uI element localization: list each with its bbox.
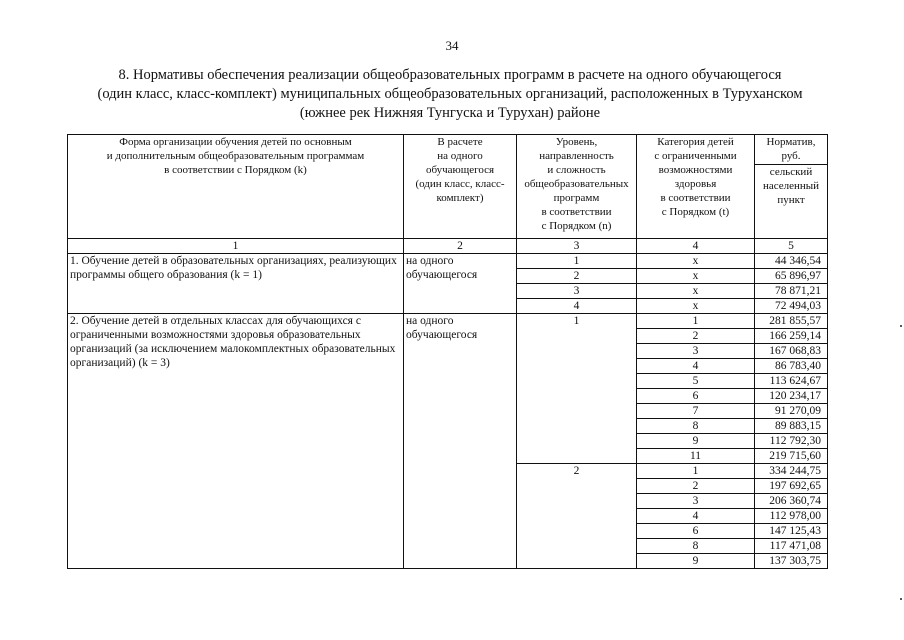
column-number: 4 xyxy=(637,239,755,254)
norm-value-cell: 167 068,83 xyxy=(755,344,828,359)
document-title xyxy=(60,66,840,123)
norm-value-cell: 72 494,03 xyxy=(755,299,828,314)
norm-value-cell: 86 783,40 xyxy=(755,359,828,374)
category-cell: 3 xyxy=(637,494,755,509)
level-cell: 1 xyxy=(517,314,637,464)
scan-speck xyxy=(900,325,902,327)
norm-value-cell: 78 871,21 xyxy=(755,284,828,299)
category-cell: 3 xyxy=(637,344,755,359)
category-cell: х xyxy=(637,284,755,299)
category-cell: 7 xyxy=(637,404,755,419)
column-number: 3 xyxy=(517,239,637,254)
title-line-1: 8. Нормативы обеспечения реализации общеобразовательных программ в расчете на одного обучающегося xyxy=(118,67,782,83)
category-cell: 2 xyxy=(637,329,755,344)
category-cell: 8 xyxy=(637,539,755,554)
column-number: 5 xyxy=(755,239,828,254)
header-per-unit: В расчете на одного обучающегося (один класс, класс- комплект) xyxy=(404,135,517,239)
category-cell: 2 xyxy=(637,479,755,494)
norm-value-cell: 65 896,97 xyxy=(755,269,828,284)
norms-table xyxy=(67,134,828,569)
category-cell: 4 xyxy=(637,509,755,524)
title-line-3: (южнее рек Нижняя Тунгуска и Турухан) районе xyxy=(299,105,601,121)
category-cell: 5 xyxy=(637,374,755,389)
group1-form: 1. Обучение детей в образовательных организациях, реализующих программы общего образования (k = 1) xyxy=(68,254,404,314)
category-cell: 9 xyxy=(637,554,755,569)
category-cell: 1 xyxy=(637,314,755,329)
header-level: Уровень, направленность и сложность общеобразовательных программ в соответствии с Порядком (n) xyxy=(517,135,637,239)
norm-value-cell: 112 978,00 xyxy=(755,509,828,524)
norm-value-cell: 166 259,14 xyxy=(755,329,828,344)
title-line-2: (один класс, класс-комплект) муниципальных общеобразовательных организаций, расположенных в Туруханском xyxy=(97,86,803,102)
category-cell: 8 xyxy=(637,419,755,434)
column-numbers-row xyxy=(68,239,828,254)
norm-value-cell: 91 270,09 xyxy=(755,404,828,419)
category-cell: 6 xyxy=(637,524,755,539)
header-norm: Норматив, руб. сельский населенный пункт xyxy=(755,135,828,239)
norm-value-cell: 112 792,30 xyxy=(755,434,828,449)
norm-value-cell: 197 692,65 xyxy=(755,479,828,494)
category-cell: 4 xyxy=(637,359,755,374)
level-cell: 3 xyxy=(517,284,637,299)
page-number: 34 xyxy=(445,38,459,53)
category-cell: 9 xyxy=(637,434,755,449)
norm-value-cell: 120 234,17 xyxy=(755,389,828,404)
norm-value-cell: 44 346,54 xyxy=(755,254,828,269)
norm-value-cell: 89 883,15 xyxy=(755,419,828,434)
column-number: 1 xyxy=(68,239,404,254)
header-form: Форма организации обучения детей по основным и дополнительным общеобразовательным программам в соответствии с Порядком (k) xyxy=(68,135,404,239)
level-cell: 2 xyxy=(517,464,637,569)
norm-value-cell: 334 244,75 xyxy=(755,464,828,479)
category-cell: х xyxy=(637,254,755,269)
norm-value-cell: 137 303,75 xyxy=(755,554,828,569)
norm-value-cell: 206 360,74 xyxy=(755,494,828,509)
column-number: 2 xyxy=(404,239,517,254)
level-cell: 1 xyxy=(517,254,637,269)
header-row xyxy=(68,135,828,239)
level-cell: 2 xyxy=(517,269,637,284)
norm-value-cell: 113 624,67 xyxy=(755,374,828,389)
category-cell: 6 xyxy=(637,389,755,404)
category-cell: х xyxy=(637,299,755,314)
header-category: Категория детей с ограниченными возможностями здоровья в соответствии с Порядком (t) xyxy=(637,135,755,239)
scan-speck xyxy=(900,598,902,600)
level-cell: 4 xyxy=(517,299,637,314)
category-cell: х xyxy=(637,269,755,284)
group2-per-unit: на одного обучающегося xyxy=(404,314,517,569)
group2-form: 2. Обучение детей в отдельных классах для обучающихся с ограниченными возможностями здоровья образовательных организаций (за исключением малокомплектных образовательных организаций) (k = 3) xyxy=(68,314,404,569)
norm-value-cell: 281 855,57 xyxy=(755,314,828,329)
norm-value-cell: 219 715,60 xyxy=(755,449,828,464)
norm-value-cell: 117 471,08 xyxy=(755,539,828,554)
category-cell: 11 xyxy=(637,449,755,464)
group1-per-unit: на одного обучающегося xyxy=(404,254,517,314)
table-row xyxy=(68,254,828,269)
norm-value-cell: 147 125,43 xyxy=(755,524,828,539)
category-cell: 1 xyxy=(637,464,755,479)
table-row xyxy=(68,314,828,329)
